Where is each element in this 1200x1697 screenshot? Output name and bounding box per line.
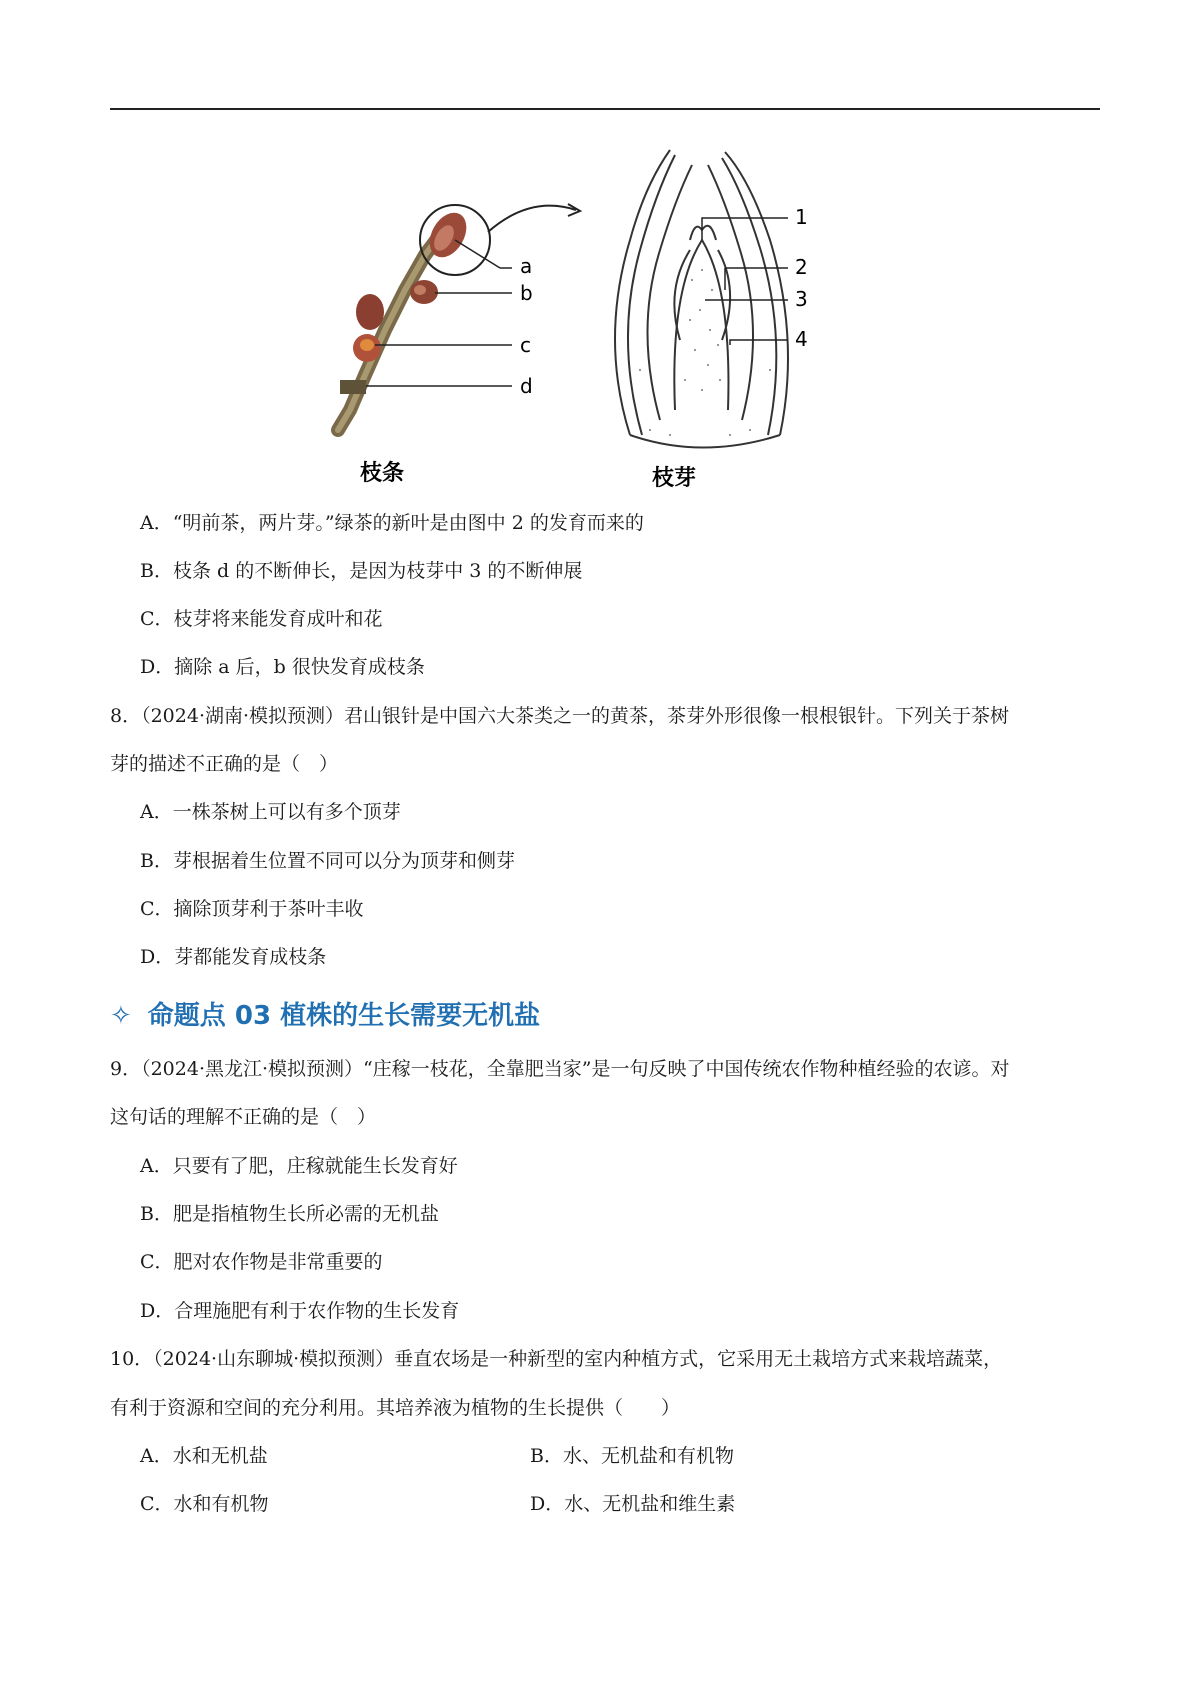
twig-illustration	[338, 206, 474, 430]
twig-bud-figure	[330, 140, 930, 500]
caption-twig: 枝条	[360, 461, 405, 486]
sparkle-icon: ✧	[110, 1001, 132, 1031]
q9-option-a: A．只要有了肥，庄稼就能生长发育好	[140, 1155, 458, 1177]
label-1: 1	[795, 205, 808, 229]
q7-option-d: D．摘除 a 后，b 很快发育成枝条	[140, 656, 425, 678]
q8-option-a: A．一株茶树上可以有多个顶芽	[140, 801, 401, 823]
q8-stem-line2: 芽的描述不正确的是（ ）	[110, 753, 339, 775]
label-a: a	[520, 254, 533, 278]
q8-stem-line1: 8．（2024·湖南·模拟预测）君山银针是中国六大茶类之一的黄茶，茶芽外形很像一根根银针。下列关于茶树	[110, 705, 1010, 727]
q8-option-d: D．芽都能发育成枝条	[140, 946, 327, 968]
label-2: 2	[795, 255, 808, 279]
q8-option-b: B．芽根据着生位置不同可以分为顶芽和侧芽	[140, 850, 515, 872]
label-3: 3	[795, 287, 808, 311]
q9-stem-line2: 这句话的理解不正确的是（ ）	[110, 1106, 377, 1128]
q10-option-a: A．水和无机盐	[140, 1445, 268, 1467]
q7-option-b: B．枝条 d 的不断伸长，是因为枝芽中 3 的不断伸展	[140, 560, 583, 582]
label-b: b	[520, 281, 533, 305]
label-d: d	[520, 374, 533, 398]
q9-option-d: D．合理施肥有利于农作物的生长发育	[140, 1300, 460, 1322]
stipple-texture	[639, 269, 771, 436]
q10-stem-line2: 有利于资源和空间的充分利用。其培养液为植物的生长提供（ ）	[110, 1397, 681, 1419]
header-rule	[110, 108, 1100, 110]
label-c: c	[520, 333, 531, 357]
q7-option-a: A．“明前茶，两片芽。”绿茶的新叶是由图中 2 的发育而来的	[140, 512, 644, 534]
q10-option-c: C．水和有机物	[140, 1493, 269, 1515]
bud-section-illustration	[615, 150, 788, 448]
q10-option-b: B．水、无机盐和有机物	[530, 1445, 734, 1467]
q10-stem-line1: 10．（2024·山东聊城·模拟预测）垂直农场是一种新型的室内种植方式，它采用无土栽培方式来栽培蔬菜，	[110, 1348, 1003, 1370]
q7-option-c: C．枝芽将来能发育成叶和花	[140, 608, 383, 630]
q9-option-c: C．肥对农作物是非常重要的	[140, 1251, 383, 1273]
label-4: 4	[795, 327, 808, 351]
q10-option-d: D．水、无机盐和维生素	[530, 1493, 736, 1515]
section-heading	[110, 995, 540, 1032]
caption-bud: 枝芽	[652, 466, 697, 491]
arrow	[488, 206, 576, 232]
q9-stem-line1: 9．（2024·黑龙江·模拟预测）“庄稼一枝花，全靠肥当家”是一句反映了中国传统农作物种植经验的农谚。对	[110, 1058, 1010, 1080]
q8-option-c: C．摘除顶芽利于茶叶丰收	[140, 898, 364, 920]
twig-bud-diagram	[330, 140, 930, 500]
q9-option-b: B．肥是指植物生长所必需的无机盐	[140, 1203, 439, 1225]
section-title: 命题点 03 植株的生长需要无机盐	[147, 1001, 541, 1031]
